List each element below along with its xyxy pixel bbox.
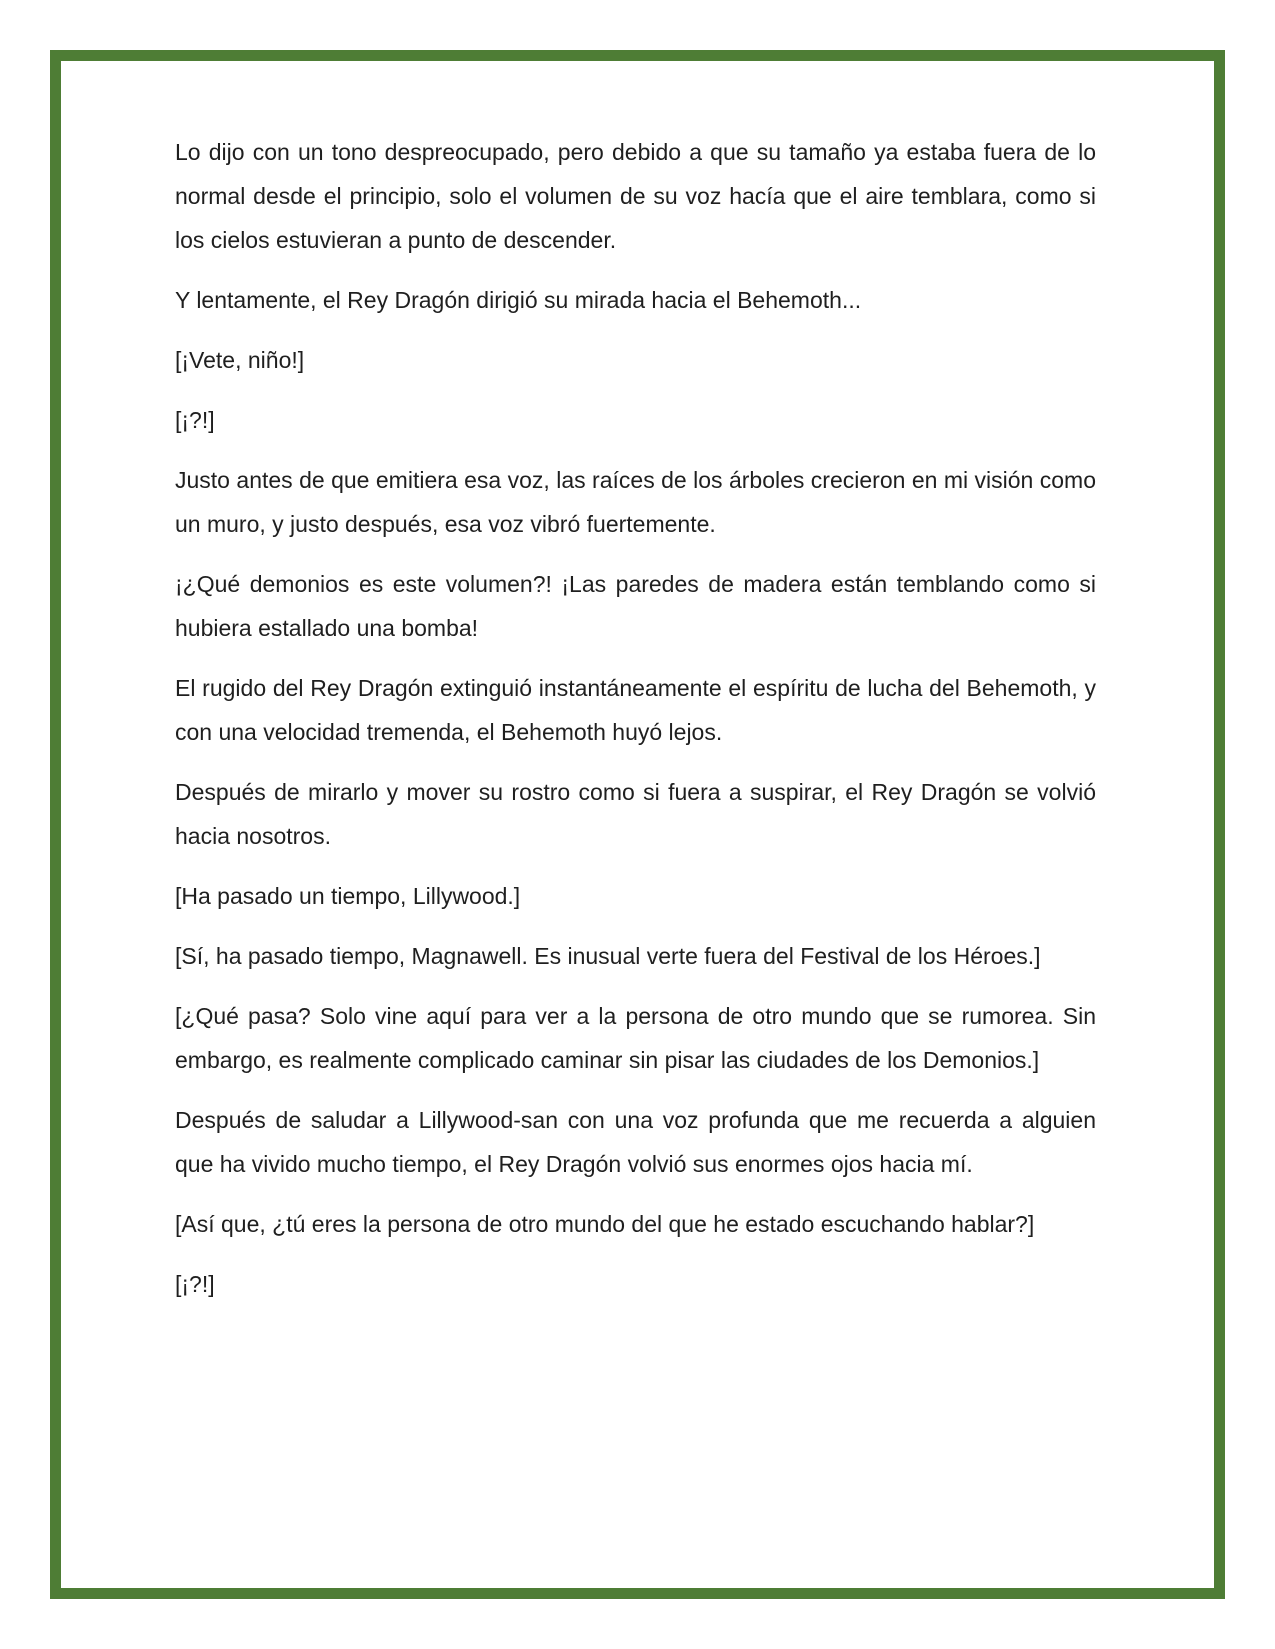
paragraph: Justo antes de que emitiera esa voz, las raíces de los árboles crecieron en mi visión como un muro, y justo después, esa voz vibró fuertemente.	[175, 467, 1096, 537]
paragraph: Lo dijo con un tono despreocupado, pero debido a que su tamaño ya estaba fuera de lo normal desde el principio, solo el volumen de su voz hacía que el aire temblara, como si los cielos estuvieran a punto de descender.	[175, 139, 1096, 253]
paragraph: ¡¿Qué demonios es este volumen?! ¡Las paredes de madera están temblando como si hubiera estallado una bomba!	[175, 571, 1096, 641]
paragraph: [¡Vete, niño!]	[175, 347, 305, 373]
paragraph: Después de mirarlo y mover su rostro como si fuera a suspirar, el Rey Dragón se volvió hacia nosotros.	[175, 779, 1096, 849]
paragraph: [¡?!]	[175, 407, 215, 433]
document-body	[175, 130, 1096, 1322]
paragraph: [¿Qué pasa? Solo vine aquí para ver a la persona de otro mundo que se rumorea. Sin embargo, es realmente complicado caminar sin pisar las ciudades de los Demonios.]	[175, 1003, 1096, 1073]
paragraph: Y lentamente, el Rey Dragón dirigió su mirada hacia el Behemoth...	[175, 287, 862, 313]
paragraph: Después de saludar a Lillywood-san con una voz profunda que me recuerda a alguien que ha vivido mucho tiempo, el Rey Dragón volvió sus enormes ojos hacia mí.	[175, 1107, 1096, 1177]
paragraph: [Así que, ¿tú eres la persona de otro mundo del que he estado escuchando hablar?]	[175, 1211, 1035, 1237]
paragraph: [Sí, ha pasado tiempo, Magnawell. Es inusual verte fuera del Festival de los Héroes.]	[175, 943, 1041, 969]
paragraph: [Ha pasado un tiempo, Lillywood.]	[175, 883, 521, 909]
paragraph: [¡?!]	[175, 1271, 215, 1297]
paragraph: El rugido del Rey Dragón extinguió instantáneamente el espíritu de lucha del Behemoth, y con una velocidad tremenda, el Behemoth huyó lejos.	[175, 675, 1096, 745]
page-border-frame	[50, 50, 1225, 1599]
